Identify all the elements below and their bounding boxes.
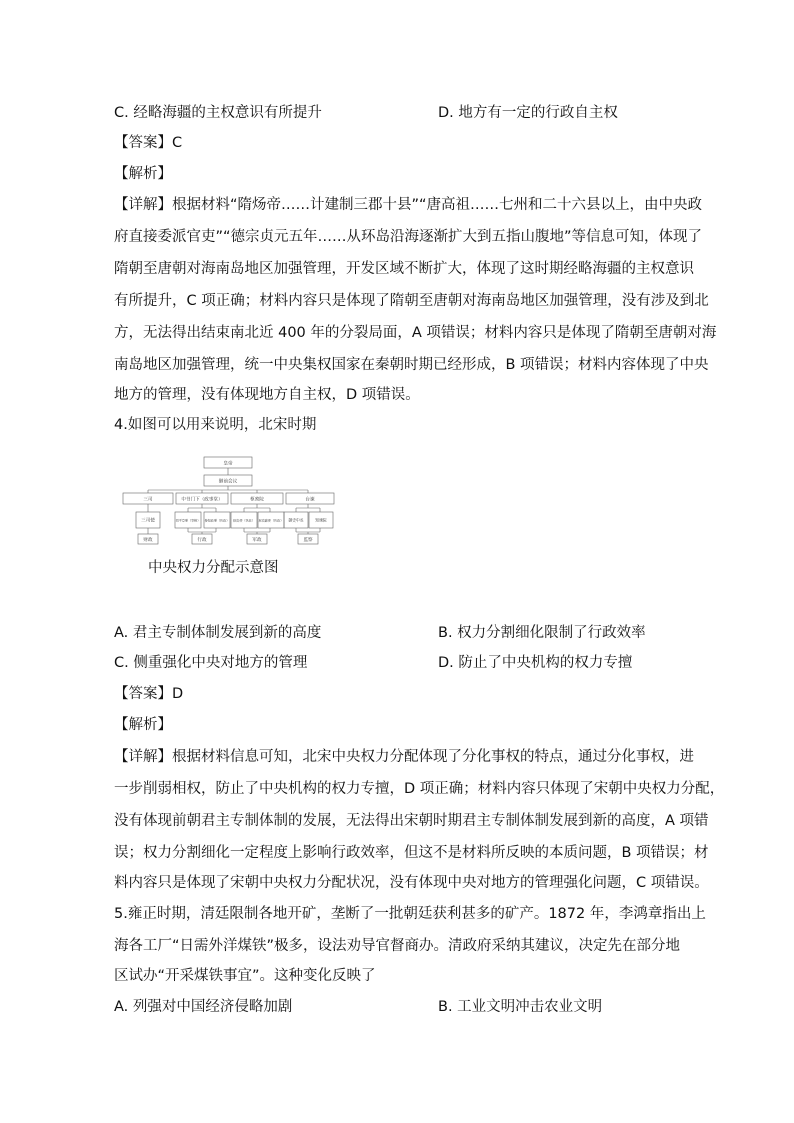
q4-detail-line: 【详解】根据材料信息可知，北宋中央权力分配体现了分化事权的特点，通过分化事权，进 xyxy=(114,749,694,765)
q3-detail-line: 【详解】根据材料“隋炀帝……计建制三郡十县”“唐高祖……七州和二十六县以上，由中央政 xyxy=(114,197,703,213)
q3-option-c: C. 经略海疆的主权意识有所提升 xyxy=(114,105,322,121)
q5-option-a: A. 列强对中国经济侵略加剧 xyxy=(114,999,293,1015)
org-text-leaf: 参知政事（执政） xyxy=(204,518,230,523)
org-chart-diagram xyxy=(118,452,338,552)
q4-option-a: A. 君主专制体制发展到新的高度 xyxy=(114,625,322,641)
org-text-leaf: 三司使 xyxy=(141,518,155,524)
q4-detail-line: 误；权力分割细化一定程度上影响行政效率，但这不是材料所反映的本质问题，B 项错误；材 xyxy=(114,845,709,861)
q5-stem-line: 5.雍正时期，清廷限制各地开矿，垄断了一批朝廷获利甚多的矿产。1872 年，李鸿章指出上 xyxy=(114,906,706,922)
q3-detail-line: 方，无法得出结束南北近 400 年的分裂局面，A 项错误；材料内容只是体现了隋朝至唐朝对海 xyxy=(114,325,717,341)
q4-detail-line: 一步削弱相权，防止了中央机构的权力专擅，D 项正确；材料内容只体现了宋朝中央权力分配， xyxy=(114,781,725,797)
org-text-function: 监察 xyxy=(303,537,313,543)
q3-answer: 【答案】C xyxy=(114,135,183,151)
q4-stem: 4.如图可以用来说明，北宋时期 xyxy=(114,417,317,433)
q5-option-b: B. 工业文明冲击农业文明 xyxy=(438,999,603,1015)
q3-detail-line: 府直接委派官吏”“德宗贞元五年……从环岛沿海逐渐扩大到五指山腹地”等信息可知，体现了 xyxy=(114,229,703,245)
org-text-leaf: 枢密使（执政） xyxy=(233,518,255,523)
org-text-leaf: 御史中丞 xyxy=(288,517,304,523)
org-text-function: 军政 xyxy=(252,537,262,543)
org-text-branch: 台谏 xyxy=(305,497,315,503)
q3-detail-line: 隋朝至唐朝对海南岛地区加强管理，开发区域不断扩大，体现了这时期经略海疆的主权意识 xyxy=(114,261,694,277)
org-text-branch: 枢密院 xyxy=(250,497,264,503)
q3-option-d: D. 地方有一定的行政自主权 xyxy=(438,105,618,121)
org-text-leaf: 枢密副使（执政） xyxy=(258,518,284,523)
org-text-council: 御前会议 xyxy=(218,479,238,485)
org-text-leaf: 同平章事（宰相） xyxy=(175,518,201,523)
diagram-caption: 中央权力分配示意图 xyxy=(148,560,279,576)
org-text-branch: 中书门下（政事堂） xyxy=(181,497,223,503)
q4-detail-line: 没有体现前朝君主专制体制的发展，无法得出宋朝时期君主专制体制发展到新的高度，A 项错 xyxy=(114,813,709,829)
q5-stem-line: 海各工厂“日需外洋煤铁”极多，设法劝导官督商办。清政府采纳其建议，决定先在部分地 xyxy=(114,938,681,954)
org-text-function: 行政 xyxy=(197,537,207,543)
q3-analysis-heading: 【解析】 xyxy=(114,166,172,182)
q5-stem-line: 区试办“开采煤铁事宜”。这种变化反映了 xyxy=(114,968,376,984)
q3-detail-line: 有所提升，C 项正确；材料内容只是体现了隋朝至唐朝对海南岛地区加强管理，没有涉及到北 xyxy=(114,293,709,309)
org-text-function: 财政 xyxy=(143,537,153,543)
q4-option-d: D. 防止了中央机构的权力专擅 xyxy=(438,655,633,671)
q4-detail-line: 料内容只是体现了宋朝中央权力分配状况，没有体现中央对地方的管理强化问题，C 项错误。 xyxy=(114,875,709,891)
q3-detail-line: 地方的管理，没有体现地方自主权，D 项错误。 xyxy=(114,387,420,403)
q4-option-c: C. 侧重强化中央对地方的管理 xyxy=(114,655,308,671)
org-text-leaf: 知谏院 xyxy=(315,517,327,523)
org-text-emperor: 皇帝 xyxy=(223,461,233,467)
org-text-branch: 三司 xyxy=(143,497,153,503)
q4-option-b: B. 权力分割细化限制了行政效率 xyxy=(438,625,646,641)
q4-answer: 【答案】D xyxy=(114,686,184,702)
q3-detail-line: 南岛地区加强管理，统一中央集权国家在秦朝时期已经形成，B 项错误；材料内容体现了中央 xyxy=(114,357,709,373)
q4-analysis-heading: 【解析】 xyxy=(114,717,172,733)
